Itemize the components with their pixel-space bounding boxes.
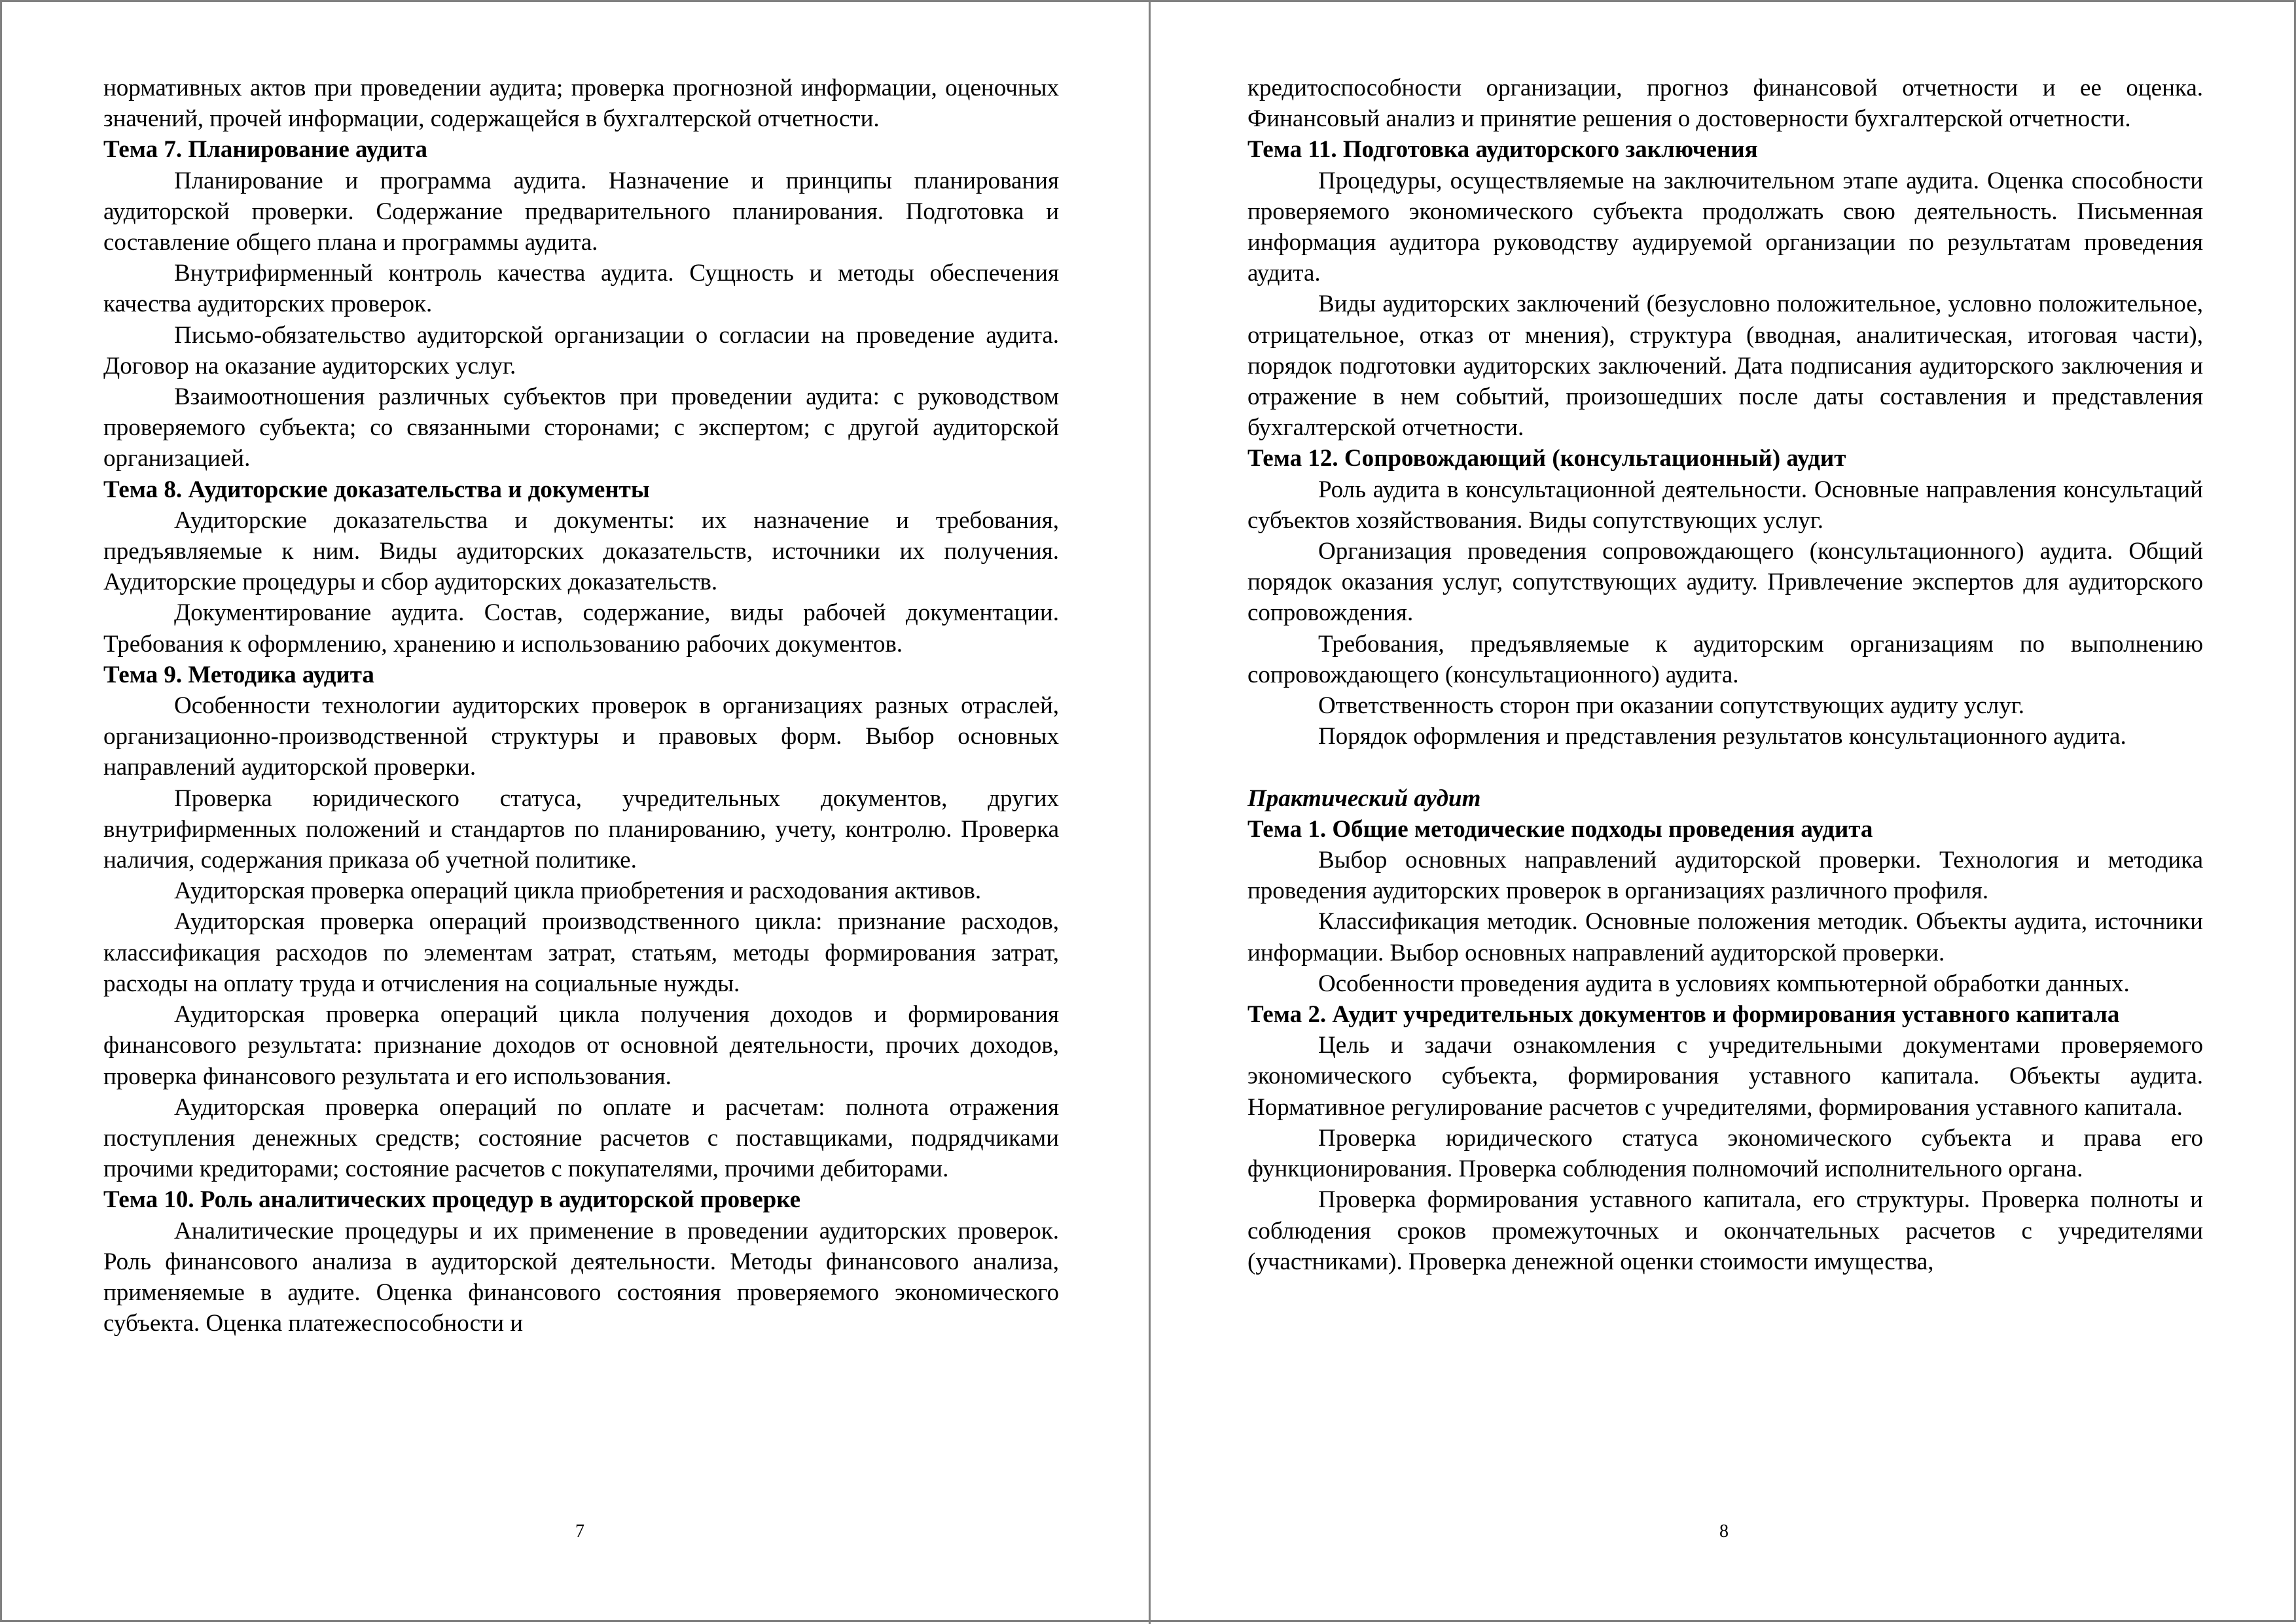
paragraph: Особенности проведения аудита в условиях компьютерной обработки данных. [1318, 970, 2130, 997]
paragraph: Цель и задачи ознакомления с учредительными документами проверяемого экономического субъекта, формирования уставного капитала. Объекты аудита. Нормативное регулирование расчетов с учредителями, формирования уставного капитала. [1247, 1032, 2203, 1121]
continuation-text: нормативных актов при проведении аудита; проверка прогнозной информации, оценочных значений, прочей информации, содержащейся в бухгалтерской отчетности. [103, 75, 1059, 133]
paragraph: Аналитические процедуры и их применение в проведении аудиторских проверок. Роль финансового анализа в аудиторской деятельности. Методы финансового анализа, применяемые в аудите. Оценка финансового состояния проверяемого экономического субъекта. Оценка платежеспособности и [103, 1217, 1059, 1337]
page-left [103, 73, 1059, 1339]
paragraph: Аудиторская проверка операций производственного цикла: признание расходов, классификация расходов по элементам затрат, статьям, методы формирования затрат, расходы на оплату труда и отчисления на социальные нужды. [103, 908, 1059, 997]
paragraph: Классификация методик. Основные положения методик. Объекты аудита, источники информации. Выбор основных направлений аудиторской проверки. [1247, 908, 2203, 966]
paragraph: Внутрифирменный контроль качества аудита. Сущность и методы обеспечения качества аудиторских проверок. [103, 260, 1059, 318]
paragraph: Процедуры, осуществляемые на заключительном этапе аудита. Оценка способности проверяемого экономического субъекта продолжать свою деятельность. Письменная информация аудитора руководству аудируемой организации по результатам проведения аудита. [1247, 167, 2203, 287]
paragraph: Виды аудиторских заключений (безусловно положительное, условно положительное, отрицательное, отказ от мнения), структура (вводная, аналитическая, итоговая части), порядок подготовки аудиторских заключений. Дата подписания аудиторского заключения и отражение в нем событий, произошедших после даты составления и представления бухгалтерской отчетности. [1247, 291, 2203, 442]
section-heading: Тема 11. Подготовка аудиторского заключения [1247, 136, 1758, 164]
paragraph: Выбор основных направлений аудиторской проверки. Технология и методика проведения аудиторских проверок в организациях различного профиля. [1247, 847, 2203, 905]
paragraph: Проверка формирования уставного капитала, его структуры. Проверка полноты и соблюдения сроков промежуточных и окончательных расчетов с учредителями (участниками). Проверка денежной оценки стоимости имущества, [1247, 1186, 2203, 1275]
section-heading: Тема 12. Сопровождающий (консультационный) аудит [1247, 445, 1846, 472]
section-heading: Тема 2. Аудит учредительных документов и формирования уставного капитала [1247, 1001, 2120, 1029]
section-heading: Тема 10. Роль аналитических процедур в аудиторской проверке [103, 1186, 801, 1214]
paragraph: Планирование и программа аудита. Назначение и принципы планирования аудиторской проверки. Содержание предварительного планирования. Подготовка и составление общего плана и программы аудита. [103, 167, 1059, 256]
paragraph: Аудиторская проверка операций цикла приобретения и расходования активов. [174, 877, 982, 905]
paragraph: Аудиторская проверка операций цикла получения доходов и формирования финансового результата: признание доходов от основной деятельности, прочих доходов, проверка финансового результата и его использования. [103, 1001, 1059, 1090]
paragraph: Роль аудита в консультационной деятельности. Основные направления консультаций субъектов хозяйствования. Виды сопутствующих услуг. [1247, 476, 2203, 534]
paragraph: Особенности технологии аудиторских проверок в организациях разных отраслей, организационно-производственной структуры и правовых форм. Выбор основных направлений аудиторской проверки. [103, 692, 1059, 781]
section-heading: Тема 8. Аудиторские доказательства и документы [103, 476, 650, 503]
paragraph: Взаимоотношения различных субъектов при проведении аудита: с руководством проверяемого субъекта; со связанными сторонами; с экспертом; с другой аудиторской организацией. [103, 383, 1059, 472]
page-right [1247, 73, 2203, 1277]
continuation-text: кредитоспособности организации, прогноз финансовой отчетности и ее оценка. Финансовый анализ и принятие решения о достоверности бухгалтерской отчетности. [1247, 75, 2203, 133]
paragraph: Ответственность сторон при оказании сопутствующих аудиту услуг. [1318, 692, 2024, 720]
blank-line [1247, 752, 2203, 783]
paragraph: Аудиторские доказательства и документы: их назначение и требования, предъявляемые к ним. Виды аудиторских доказательств, источники их получения. Аудиторские процедуры и сбор аудиторских доказательств. [103, 506, 1059, 596]
page-divider [1149, 2, 1151, 1624]
page-number: 7 [575, 1521, 584, 1542]
section-heading: Тема 1. Общие методические подходы проведения аудита [1247, 815, 1873, 843]
paragraph: Проверка юридического статуса, учредительных документов, других внутрифирменных положений и стандартов по планированию, учету, контролю. Проверка наличия, содержания приказа об учетной политике. [103, 785, 1059, 874]
paragraph: Организация проведения сопровождающего (консультационного) аудита. Общий порядок оказания услуг, сопутствующих аудиту. Привлечение экспертов для аудиторского сопровождения. [1247, 538, 2203, 627]
paragraph: Аудиторская проверка операций по оплате и расчетам: полнота отражения поступления денежных средств; состояние расчетов с поставщиками, подрядчиками прочими кредиторами; состояние расчетов с покупателями, прочими дебиторами. [103, 1093, 1059, 1183]
paragraph: Порядок оформления и представления результатов консультационного аудита. [1318, 723, 2126, 750]
paragraph: Письмо-обязательство аудиторской организации о согласии на проведение аудита. Договор на оказание аудиторских услуг. [103, 321, 1059, 380]
paragraph: Документирование аудита. Состав, содержание, виды рабочей документации. Требования к оформлению, хранению и использованию рабочих документов. [103, 599, 1059, 658]
page-number: 8 [1719, 1521, 1729, 1542]
paragraph: Требования, предъявляемые к аудиторским организациям по выполнению сопровождающего (консультационного) аудита. [1247, 630, 2203, 688]
part-heading: Практический аудит [1247, 785, 1481, 812]
section-heading: Тема 9. Методика аудита [103, 661, 374, 688]
paragraph: Проверка юридического статуса экономического субъекта и права его функционирования. Проверка соблюдения полномочий исполнительного органа. [1247, 1124, 2203, 1183]
section-heading: Тема 7. Планирование аудита [103, 136, 427, 164]
